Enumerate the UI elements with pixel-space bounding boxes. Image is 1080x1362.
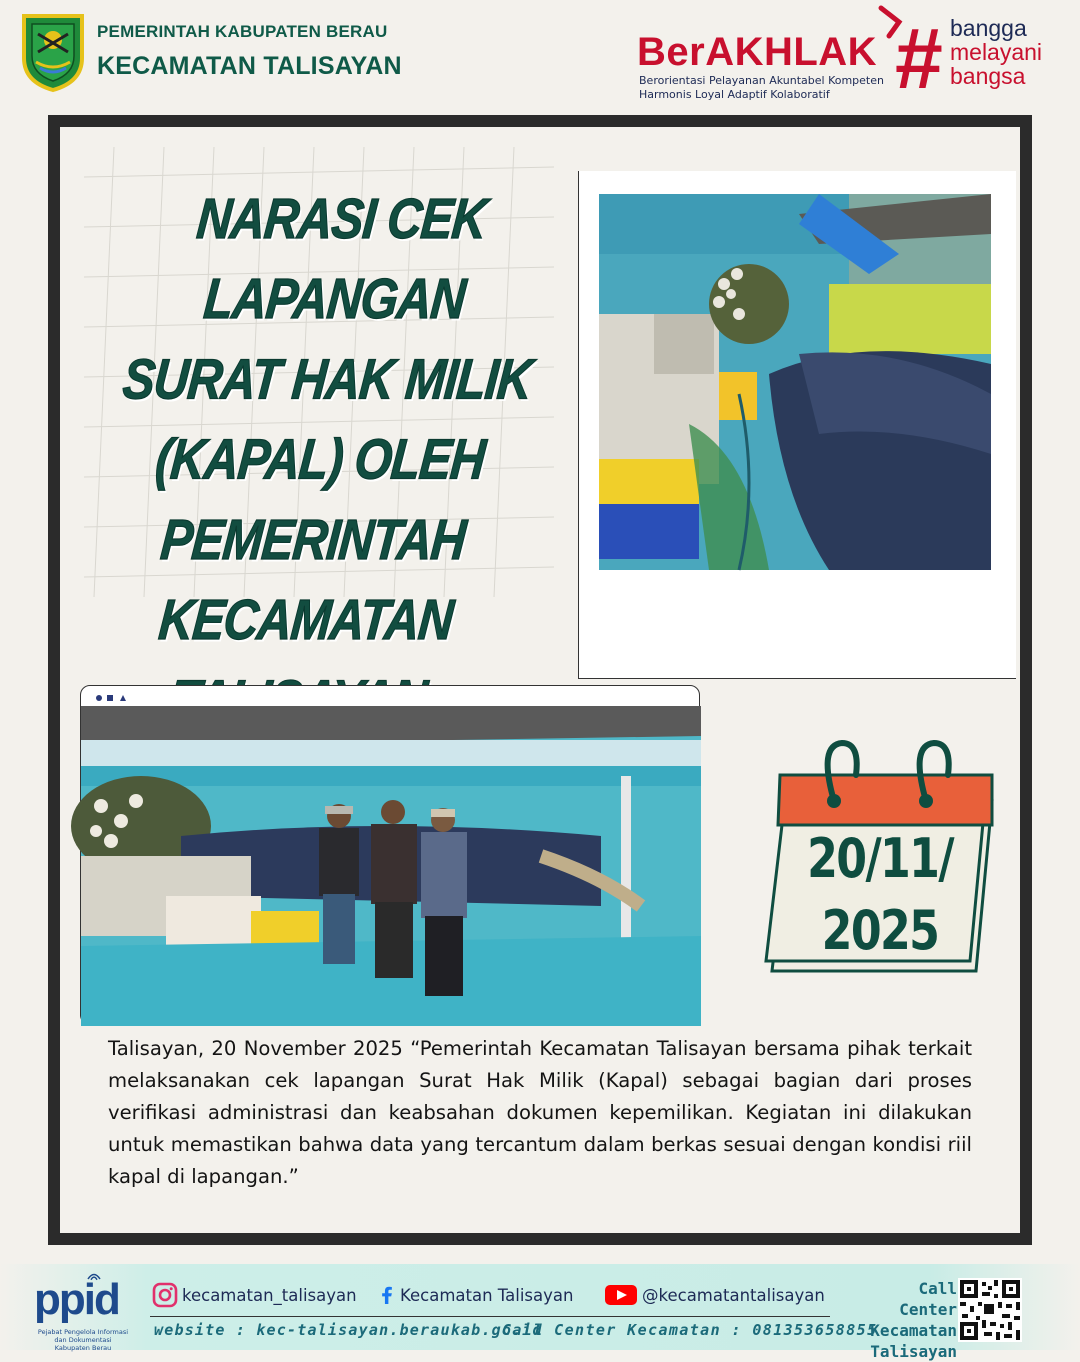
news-paragraph: Talisayan, 20 November 2025 “Pemerintah Kecamatan Talisayan bersama pihak terkait melaksanakan cek lapangan Surat Hak Milik (Kapal) sebagai bagian dari proses verifikasi administrasi dan keabsahan dokumen kepemilikan. Kegiatan ini dilakukan untuk memastikan bahwa data yang tercantum dalam berkas sesuai dengan kondisi riil kapal di lapangan.” [108,1037,972,1188]
ppid-logo [34,1274,130,1352]
youtube-channel: @kecamatantalisayan [642,1285,825,1305]
title-line3: (KAPAL) OLEH PEMERINTAH [153,429,488,572]
brand-subtitle-line2: Harmonis Loyal Adaptif Kolaboratif [639,88,830,101]
facebook-icon [378,1282,396,1308]
tagline-line2: melayani [950,39,1043,65]
berau-regency-emblem-icon [20,12,86,92]
call-center-number: Call Center Kecamatan : 081353658855 [502,1321,878,1339]
facebook-link[interactable] [378,1282,573,1308]
instagram-link[interactable] [152,1282,357,1308]
cc-line3: Talisayan [870,1342,957,1361]
ppid-wordmark: ppid [34,1275,119,1324]
footer [0,1264,1080,1361]
district-name: KECAMATAN TALISAYAN [97,52,402,80]
cc-line1: Call Center [899,1279,957,1319]
cc-line2: Kecamatan [870,1321,957,1340]
content-frame [60,127,1020,1233]
calendar-date [788,823,972,967]
call-center-label [857,1278,957,1362]
photo-card-boat-deck [578,171,1016,679]
website-link[interactable]: website : kec-talisayan.beraukab.go.id [154,1321,543,1339]
instagram-icon [152,1282,178,1308]
title-line2: SURAT HAK MILIK [120,348,535,412]
tagline-line3: bangsa [950,63,1026,89]
window-dots-icon [95,692,135,704]
government-name: PEMERINTAH KABUPATEN BERAU [97,22,388,41]
title-line1: NARASI CEK LAPANGAN [194,188,489,332]
brand-name: BerAKHLAK [637,30,878,74]
boat-deck-photo [599,194,991,570]
inspection-team-photo [81,706,701,1026]
qr-code-icon[interactable] [958,1278,1022,1342]
title-line4: KECAMATAN [156,589,456,653]
footer-divider [150,1316,830,1317]
berakhlak-logo [637,8,1073,107]
calendar-date-line1: 20/11/ [807,827,953,890]
wifi-signal-icon [86,1270,102,1282]
brand-subtitle-line1: Berorientasi Pelayanan Akuntabel Kompeten [639,74,884,87]
instagram-handle: kecamatan_talisayan [182,1285,357,1305]
tagline-line1: bangga [950,15,1027,41]
ppid-subtitle: Pejabat Pengelola Informasi dan Dokumentasi Kabupaten Berau [37,1328,129,1352]
header [0,0,1080,112]
calendar-date-line2: 2025 [821,899,939,962]
hashtag-symbol: # [895,11,943,107]
photo-card-inspection-team [80,685,700,1025]
facebook-page: Kecamatan Talisayan [400,1285,574,1305]
youtube-link[interactable] [604,1282,825,1308]
youtube-icon [604,1282,638,1308]
brand-tagline [950,16,1042,88]
page-title [35,180,605,742]
